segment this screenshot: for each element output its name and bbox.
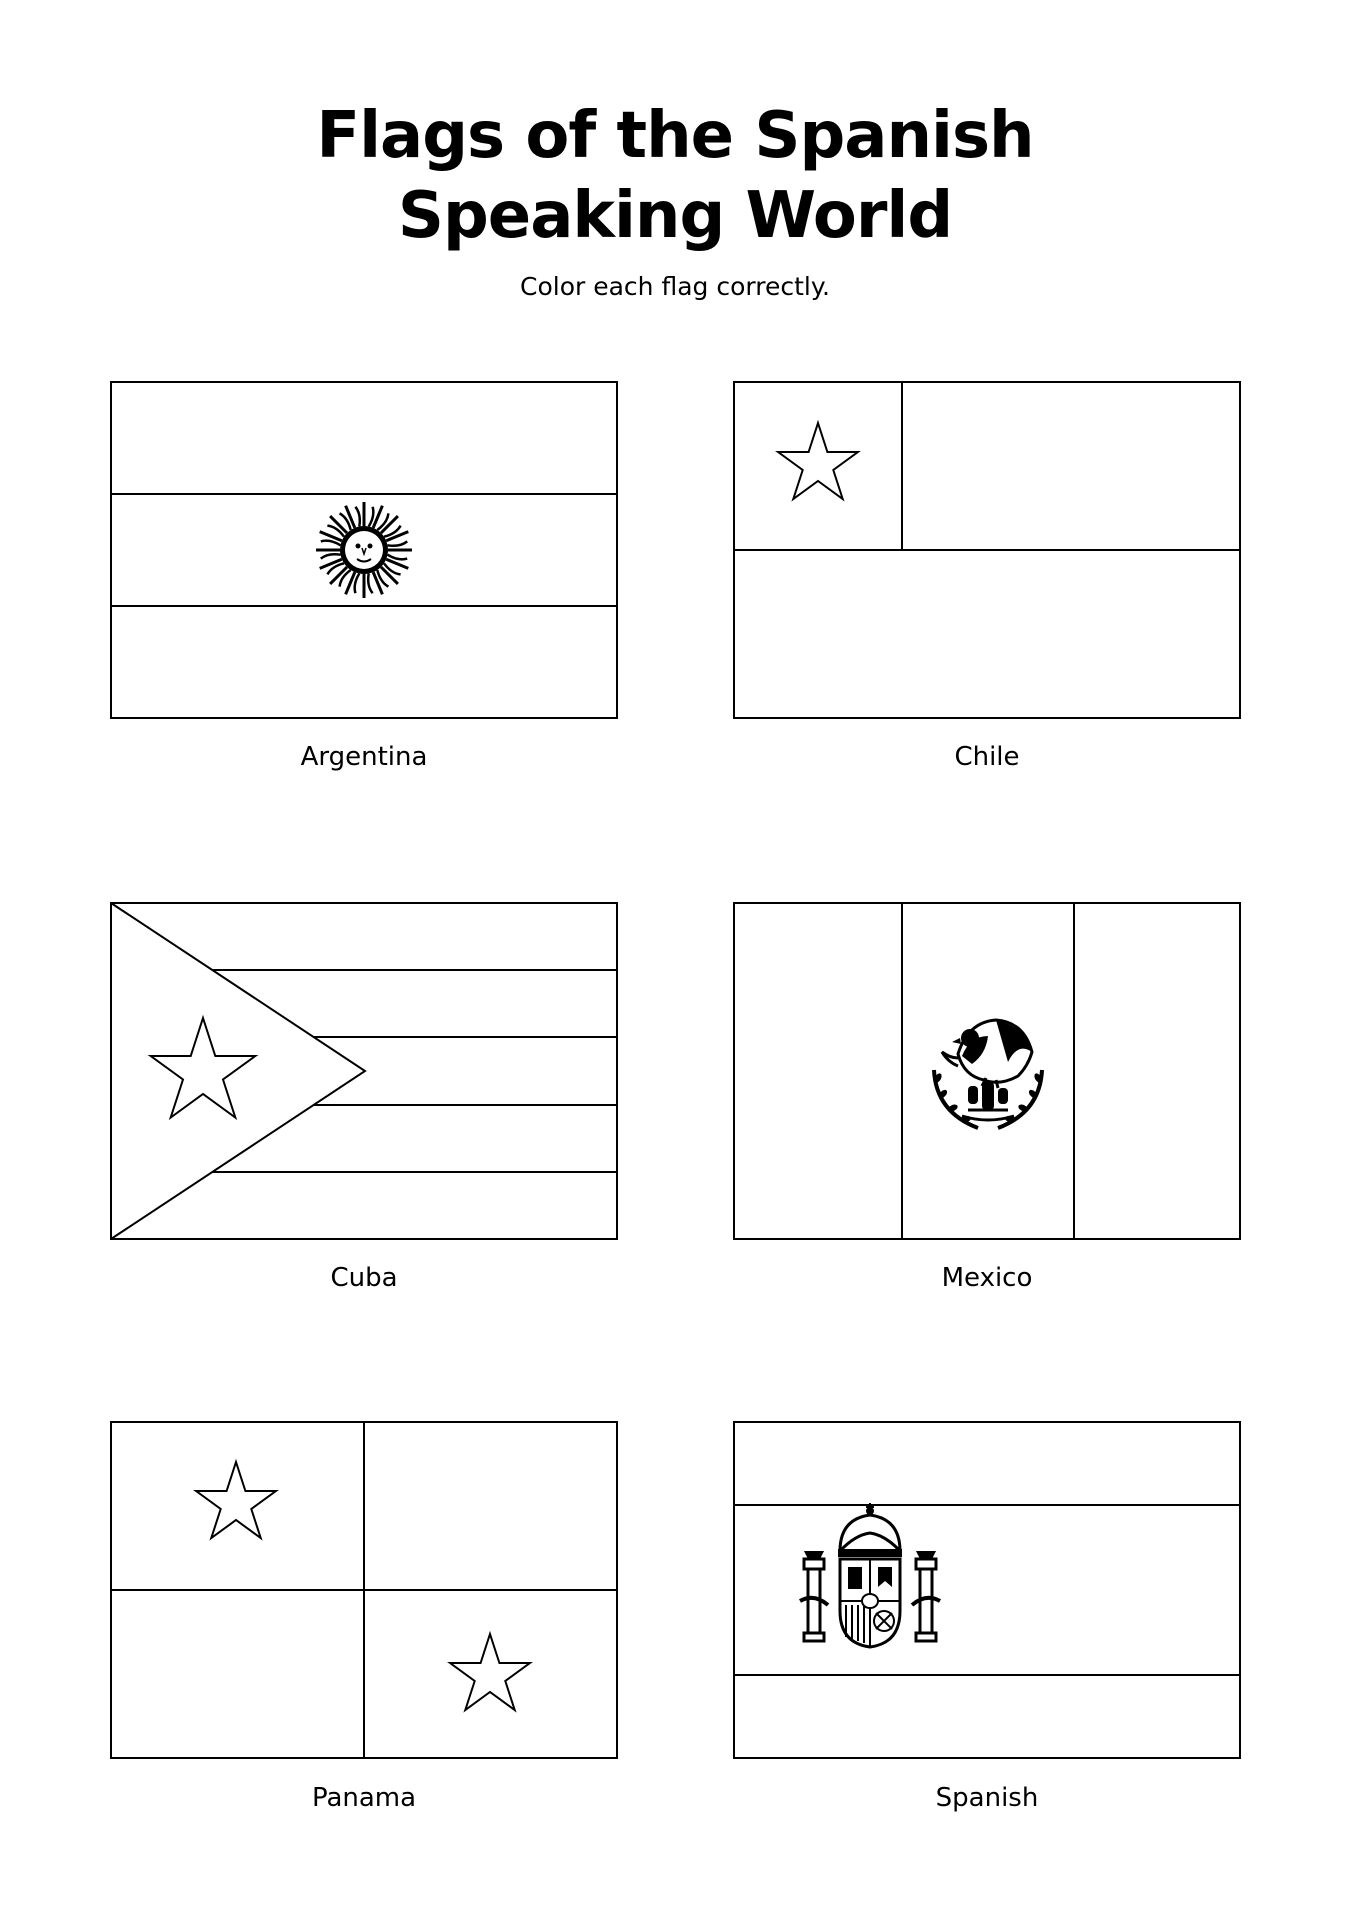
flag-label-panama: Panama: [311, 1783, 417, 1813]
flag-label-argentina: Argentina: [300, 742, 428, 772]
flag-cuba[interactable]: [110, 902, 618, 1240]
flag-argentina[interactable]: [110, 381, 618, 719]
flag-label-spanish: Spanish: [935, 1783, 1039, 1813]
flag-mexico[interactable]: [733, 902, 1241, 1240]
flag-label-chile: Chile: [954, 742, 1020, 772]
instruction-text: Color each flag correctly.: [520, 272, 830, 301]
flag-label-mexico: Mexico: [941, 1263, 1033, 1293]
flag-spain[interactable]: [733, 1421, 1241, 1759]
flag-label-cuba: Cuba: [330, 1263, 398, 1293]
title-line-2: Speaking World: [397, 179, 953, 253]
sun-of-may-icon: [316, 502, 412, 598]
title-line-1: Flags of the Spanish: [316, 99, 1034, 173]
page-title: [0, 96, 1350, 256]
flag-panama[interactable]: [110, 1421, 618, 1759]
flag-chile[interactable]: [733, 381, 1241, 719]
